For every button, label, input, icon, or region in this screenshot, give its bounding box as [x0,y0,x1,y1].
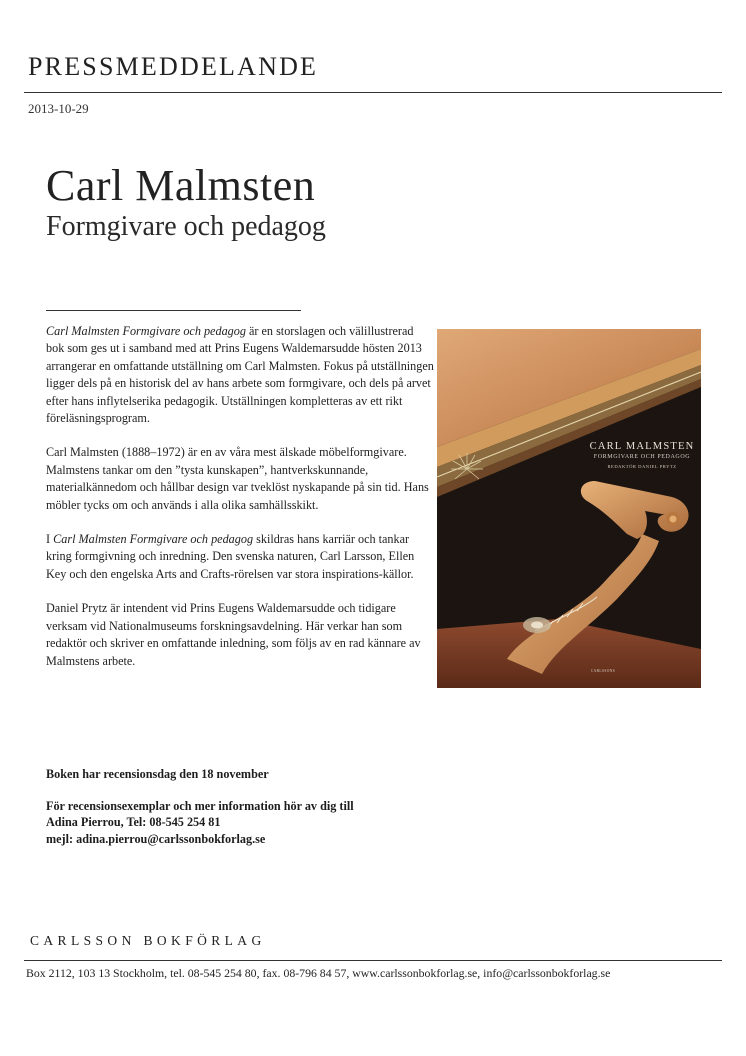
body-paragraph-3 [46,531,434,583]
paragraph-text: är en storslagen och välillustrerad bok som ges ut i samband med att Prins Eugens Waldemarsudde hösten 2013 arrangerar en omfattande utställning om Carl Malmsten. Fokus på utställningen ligger dels på en historisk del av hans arbete som formgivare, och dels på arvet efter hans inflytelserika pedagogik. Utställningen kompletteras av ett rikt föreläsningsprogram. [46,324,434,426]
book-title-italic: Carl Malmsten Formgivare och pedagog [53,532,254,547]
book-title-italic: Carl Malmsten Formgivare och pedagog [46,324,246,338]
contact-email[interactable]: mejl: adina.pierrou@carlssonbokforlag.se [46,831,266,846]
cover-subtitle: FORMGIVARE OCH PEDAGOG [593,454,691,460]
paragraph-text: Carl Malmsten (1888–1972) är en av våra mest älskade möbelformgivare. Malmstens tankar om den ”tysta kunskapen”, hantverkskunnande, materialkännedom och hållbar design var tveklöst nyskapande på sin tid. Hans möbler tycks om och används i alla olika samhällsskikt. [46,445,429,512]
paragraph-prefix: I [46,532,54,547]
paragraph-text: skildras hans karriär och tankar kring formgivning och inredning. Den svenska naturen, Carl Larsson, Ellen Key och den engelska Arts and Crafts-rörelsen var stora inspirations-källor. [46,532,415,581]
press-info [46,766,546,847]
review-date: Boken har recensionsdag den 18 november [46,767,269,781]
body-paragraph-4 [46,600,434,670]
cover-editor: REDAKTÖR DANIEL PRYTZ [607,464,677,469]
book-cover-image [437,329,701,688]
paragraph-text: Daniel Prytz är intendent vid Prins Eugens Waldemarsudde och tidigare verksam vid Nationalmuseums forskningsavdelning. Här verkar han som redaktör och skriver en omfattande inledning, som följs av en rad kännare av Malmstens arbete. [46,601,421,668]
article-body [46,323,434,687]
document-type-heading: PRESSMEDDELANDE [28,52,319,81]
book-cover-illustration [437,329,701,688]
title-divider [46,310,301,311]
release-date: 2013-10-29 [28,101,89,116]
footer-contact: Box 2112, 103 13 Stockholm, tel. 08-545 254 80, fax. 08-796 84 57, www.carlssonbokforlag.se, info@carlssonbokforlag.se [26,966,611,980]
footer-divider [24,960,722,961]
body-paragraph-1 [46,323,434,427]
cover-publisher-logo: CARLSSONS [590,669,616,673]
body-paragraph-2 [46,444,434,514]
publisher-logo: CARLSSON BOKFÖRLAG [30,933,266,948]
header-divider [24,92,722,93]
contact-name-phone: Adina Pierrou, Tel: 08-545 254 81 [46,815,221,830]
contact-intro: För recensionsexemplar och mer information hör av dig till [46,799,354,814]
article-subtitle: Formgivare och pedagog [46,211,326,242]
cover-title: CARL MALMSTEN [589,441,695,452]
article-title: Carl Malmsten [46,161,316,210]
